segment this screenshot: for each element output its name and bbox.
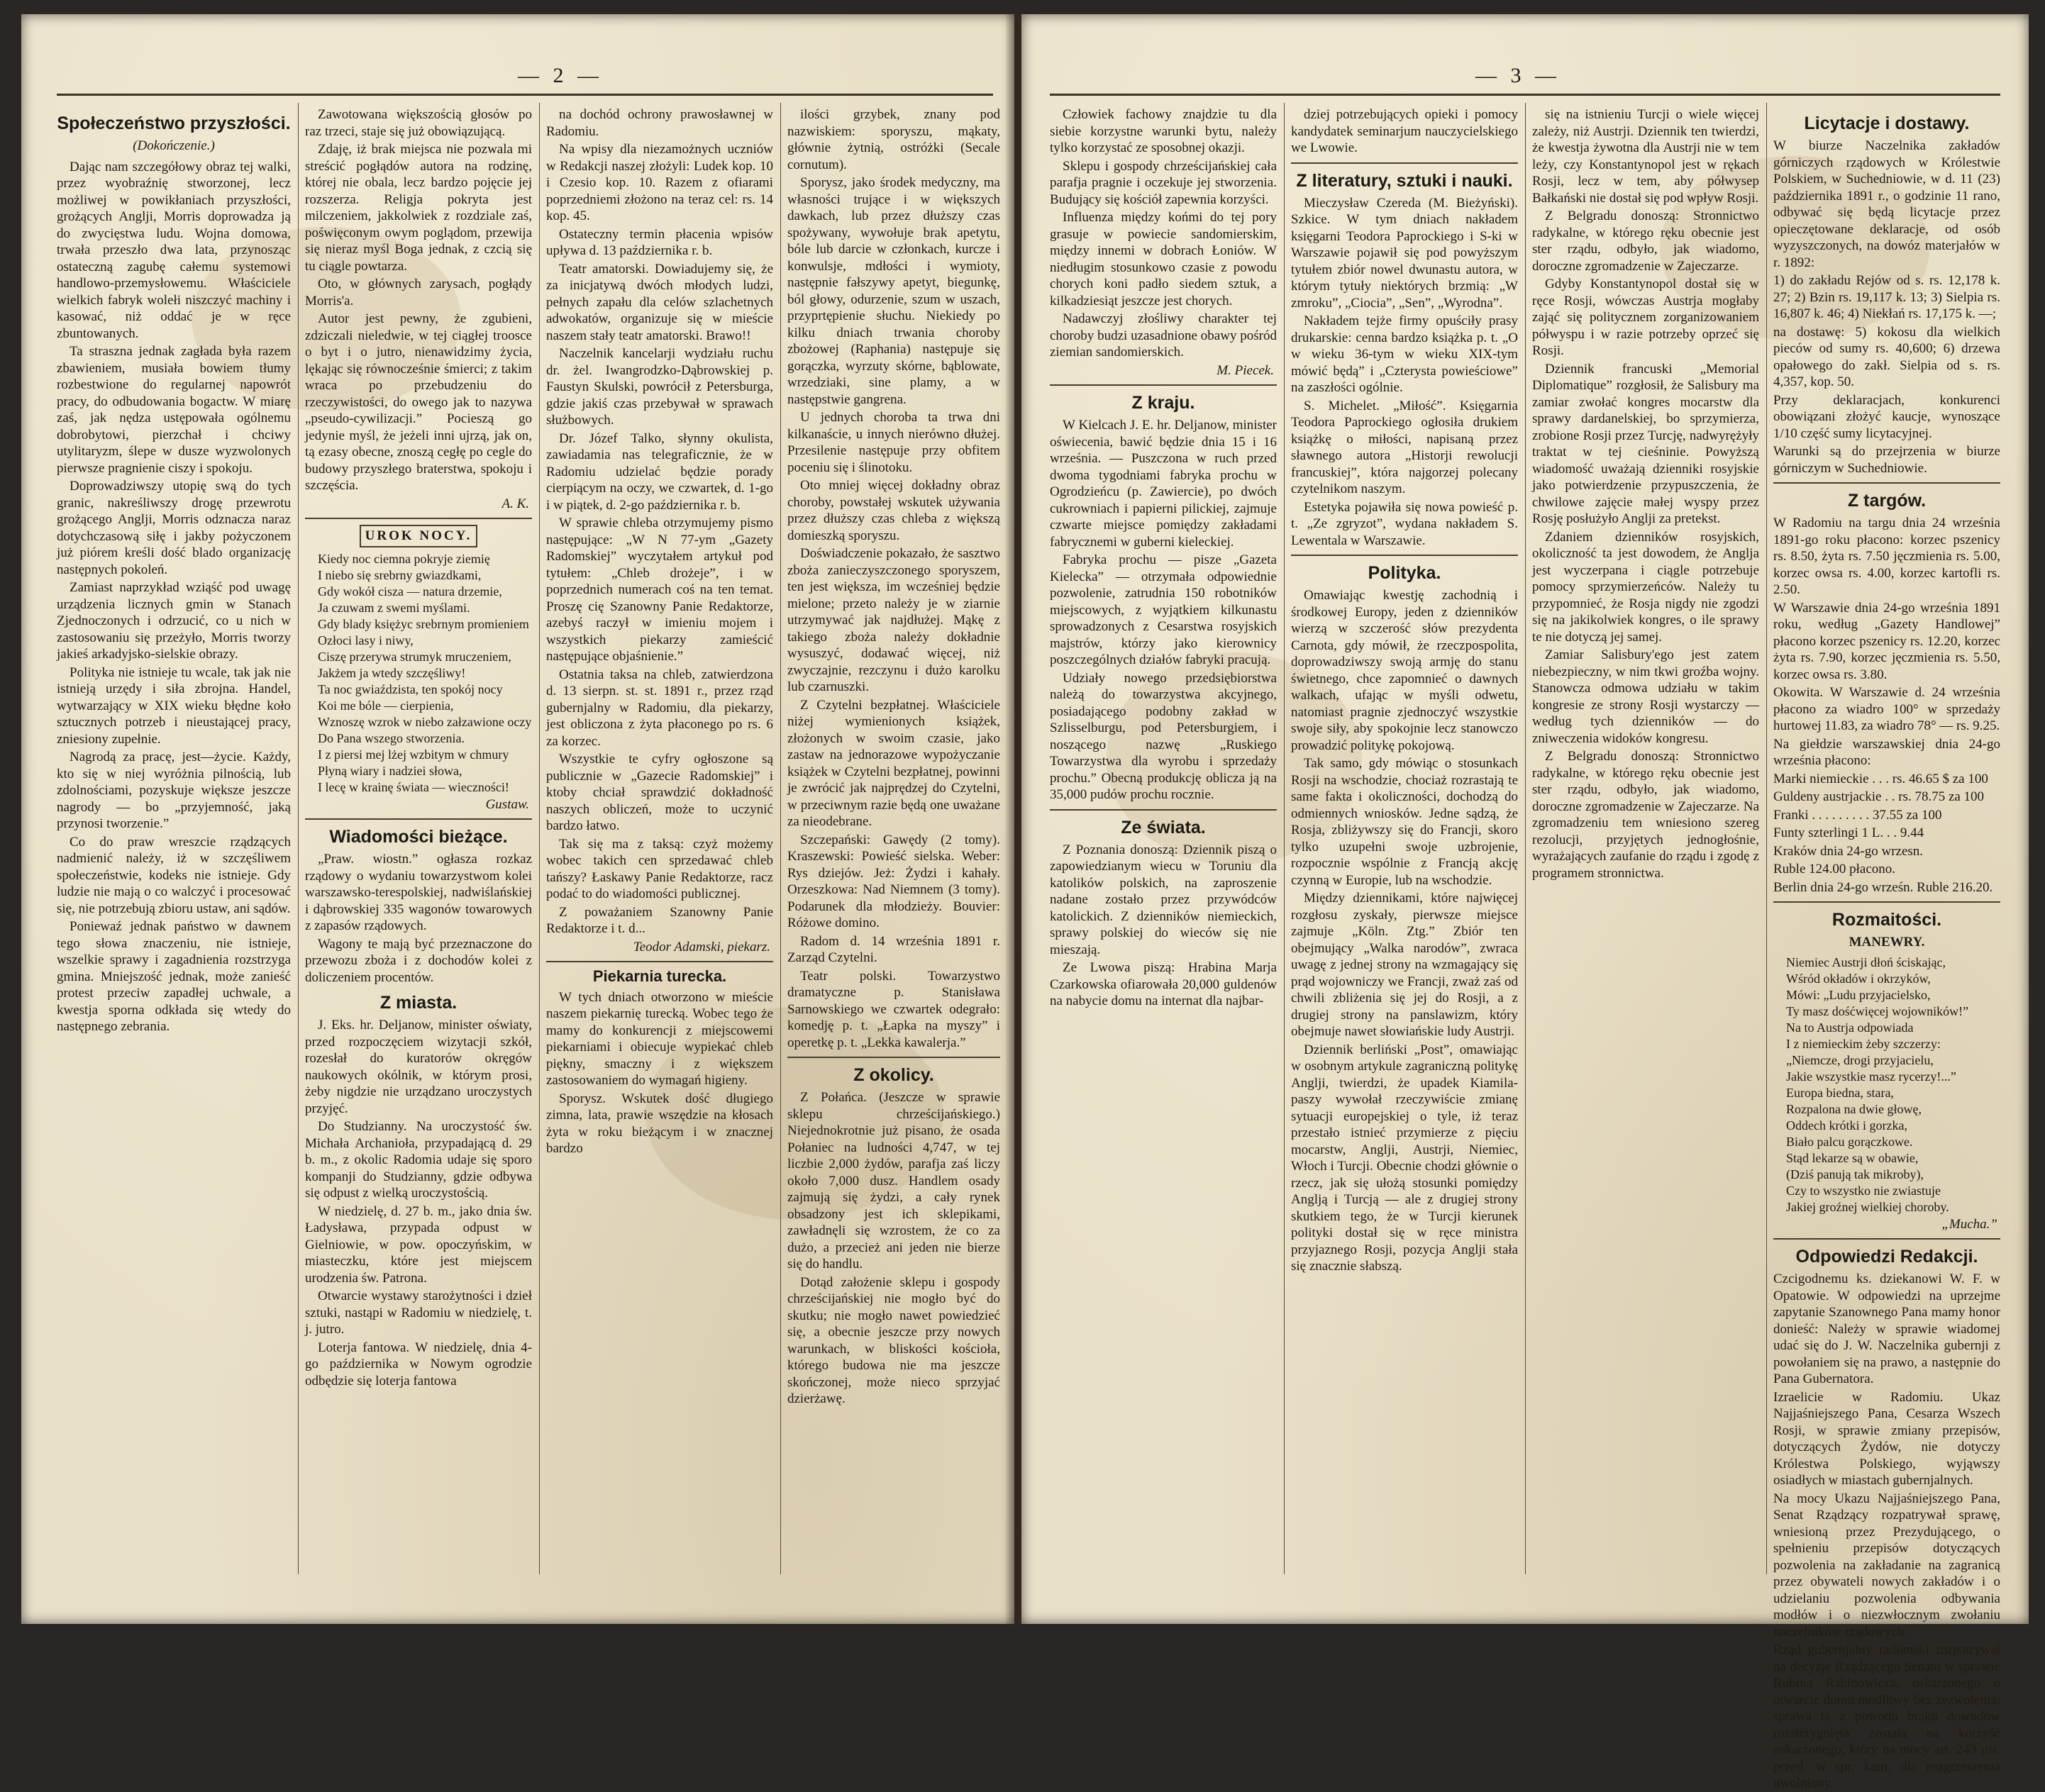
poem-line: Mówi: „Ludu przyjacielsko, [1786, 987, 1931, 1002]
paragraph: Ostateczny termin płacenia wpisów upływa d. 13 października r. b. [546, 226, 773, 258]
paragraph: Na mocy Ukazu Najjaśniejszego Pana, Senat Rządzący rozpatrywał sprawę, wniesioną przez Prezydującego, o spełnieniu przepisów dotyczących pozwolenia na zakładanie na zagranicą przez obywateli nowych zakładów i o udzielaniu pozwolenia odbywania modłów i o niezwłocznym zwołaniu naczelników rządowych. [1773, 1491, 2000, 1640]
poem-line: I lecę w krainę świata — wieczności! [318, 779, 509, 794]
page-number: — 2 — [518, 64, 603, 87]
section-title: Polityka. [1368, 563, 1441, 583]
paragraph: Co do praw wreszcie rządzących nadmienić należy, iż w szczęśliwem społeczeństwie, kodeks nie istnieje. Gdy ludzie nie mają o co walczyć i procesować się, nie potrzebują zbioru ustaw, ani sądów. [57, 834, 291, 916]
poem-line: Jakżem ja wtedy szczęśliwy! [318, 665, 466, 680]
poem-line: Biało palcu gorączkowe. [1786, 1134, 1913, 1149]
article-subtitle: (Dokończenie.) [133, 138, 215, 153]
price-row: Ruble 124.00 płacono. [1773, 862, 1896, 876]
section-title: Wiadomości bieżące. [329, 827, 508, 847]
divider [787, 1057, 1000, 1058]
article-signature: A. K. [501, 496, 529, 511]
column-rule [539, 103, 540, 1574]
paragraph: 1) do zakładu Rejów od s. rs. 12,178 k. 27; 2) Bzin rs. 19,117 k. 13; 3) Sielpia rs. 16,807 k. 46; 4) Niekłań rs. 17,175 k. —; [1773, 273, 2000, 321]
column-rule [1525, 103, 1526, 1574]
poem-line: Niemiec Austrji dłoń ściskając, [1786, 955, 1946, 969]
paragraph: Dotąd założenie sklepu i gospody chrześcijańskiej nie mogło być do skutku; nie mogło nawet powiedzieć się, a obecnie jeszcze przy nowych warunkach, w bliskości kościoła, którego budowa nie ma jeszcze skończonej, może nieco sprzyjać dzierżawę. [787, 1274, 1000, 1406]
column-4 [1773, 106, 2000, 1791]
paragraph: W sprawie chleba otrzymujemy pismo następujące: „W N 77-ym „Gazety Radomskiej” wyczytałem artykuł pod tytułem: „Chleb drożeje”, i w poprzednich numerach coś na ten temat. Proszę cię Szanowny Panie Redaktorze, azebyś raczył w imieniu mojem i wszystkich piekarzy zamieścić następujące objaśnienie.” [546, 516, 773, 664]
section-title: Z targów. [1847, 491, 1927, 511]
section-title: Z literatury, sztuki i nauki. [1296, 170, 1513, 191]
column-3 [1532, 106, 1759, 1581]
divider [1291, 555, 1518, 556]
poem-line: „Niemcze, drogi przyjacielu, [1786, 1052, 1934, 1067]
paragraph: Teatr amatorski. Dowiadujemy się, że za inicjatywą dwóch młodych ludzi, pełnych zapału dla celów szlachetnych adwokatów, organizuje się w mieście naszem stały teatr amatorski. Brawo!! [546, 261, 773, 343]
poem-line: Czy to wszystko nie zwiastuje [1786, 1183, 1941, 1198]
paragraph: „Praw. wiostn.” ogłasza rozkaz rządowy o wydaniu towarzystwom kolei warszawsko-terespolskiej, nadwiślańskiej i dąbrowskiej 335 wagonów towarowych z zapasów rządowych. [305, 852, 532, 933]
poem-line: Oddech krótki i gorzka, [1786, 1118, 1907, 1132]
paragraph: Warunki są do przejrzenia w biurze górniczym w Suchedniowie. [1773, 444, 2000, 476]
poem-line: Rozpalona na dwie głowę, [1786, 1101, 1922, 1116]
left-page [21, 14, 1014, 1624]
paragraph: Naczelnik kancelarji wydziału ruchu dr. żel. Iwangrodzko-Dąbrowskiej p. Faustyn Skulski, powrócił z Petersburga, gdzie jakiś czas przebywał w sprawach służbowych. [546, 346, 773, 428]
column-rule [298, 103, 299, 1574]
paragraph: Sklepu i gospody chrześcijańskiej cała parafja pragnie i oczekuje jej stworzenia. Budujący się kościół zapewnia korzyści. [1050, 158, 1277, 207]
paragraph: Estetyka pojawiła się nowa powieść p. t. „Ze zgryzot”, wydana nakładem S. Lewentala w Warszawie. [1291, 499, 1518, 548]
paragraph: się na istnieniu Turcji o wiele więcej zależy, niż Austrji. Dziennik ten twierdzi, że kwestja żywotna dla Austrji nie w tem leży, czy Konstantynopol jest w rękach Rosji, lecz w tem, aby półwysep Bałkański nie dostał się pod wpływ Rosji. [1532, 107, 1759, 206]
poem-line: Ty masz dośćwięcej wojowników!” [1786, 1003, 1969, 1018]
poem-line: Ciszę przerywa strumyk mruczeniem, [318, 649, 511, 664]
section-title: Rozmaitości. [1831, 910, 1942, 930]
poem-line: Wznoszę wzrok w niebo załzawione oczy [318, 714, 532, 729]
price-row: Marki niemieckie . . . rs. 46.65 $ za 100 [1773, 771, 1988, 786]
paragraph: Zdaję, iż brak miejsca nie pozwala mi streścić pogłądów autora na rodzinę, której nie obala, lecz bardzo pojęcie jej rozszerza. Religja pokryta jest milczeniem, jakkolwiek z rozdziale zaś, poświęconym owym poglądom, przewija się nieraz myśl Boga jednak, z czcią się tu ciągle powtarza. [305, 142, 532, 274]
divider [1291, 162, 1518, 164]
poem-line: I z niemieckim żeby szczerzy: [1786, 1036, 1941, 1051]
paragraph: Z Belgradu donoszą: Stronnictwo radykalne, w którego ręku obecnie jest ster rządu, odbyło, jak wiadomo, doroczne zgromadzenie w Zajeczarze. [1532, 208, 1759, 274]
paragraph: Nagrodą za pracę, jest—życie. Każdy, kto się w niej wyróżnia pilnością, lub zdolnościami, pozyskuje większe jeszcze nagrody — bo „przyjemność, jaką przynosi tworzenie.” [57, 750, 291, 831]
poem-signature: „Mucha.” [1941, 1216, 1997, 1232]
poem-line: Stąd lekarze są w obawie, [1786, 1150, 1919, 1165]
divider [1773, 482, 2000, 484]
poem-title: UROK NOCY. [360, 525, 478, 547]
paragraph: Sporysz, jako środek medyczny, ma własności trujące i w większych dawkach, lub przez dłuższy czas spożywany, wywołuje brak apetytu, bóle lub darcie w członkach, kurcze i konwulsje, mdłości i wymioty, następnie fałszywy apetyt, biegunkę, ból głowy, odurzenie, szum w uszach, przyprtępienie słuchu. Niekiedy po kilku dniach trwania choroby zbożowej (Raphania) następuje się gorączka, wyrzuty skórne, bąblowate, wrzedziaki, sine plamy, a w następstwie gangrena. [787, 175, 1000, 407]
section-title: Z okolicy. [853, 1065, 934, 1085]
paragraph: Ze Lwowa piszą: Hrabina Marja Czarkowska ofiarowała 20,000 guldenów na nabycie domu na internat dla najbar- [1050, 960, 1277, 1008]
poem-line: Ja czuwam z swemi myślami. [318, 600, 470, 615]
section-title: Odpowiedzi Redakcji. [1795, 1247, 1978, 1267]
paragraph: Między dziennikami, które najwięcej rozgłosu zyskały, pierwsze miejsce zajmuje „Köln. Ztg.” Zbiór ten obejmujący „Walka narodów”, zwraca uwagę z jednej strony na wzmagający się prąd wojowniczy we Francji, zważ zaś od chwili zbliżenia się jej do Rosji, a z drugiej strony na panslawizm, który obejmuje nawet słowiańskie ludy Austrji. [1291, 891, 1518, 1039]
paragraph: Polityka nie istnieje tu wcale, tak jak nie istnieją urzędy i siła zbrojna. Handel, wytwarzający w XIX wieku błędne koło sztucznych potrzeb i nieustającej pracy, zniesiony zupełnie. [57, 664, 291, 747]
column-2 [1291, 106, 1518, 1581]
divider [546, 961, 773, 962]
paragraph: dziej potrzebujących opieki i pomocy kandydatek seminarjum nauczycielskiego we Lwowie. [1291, 107, 1518, 155]
paragraph: Zamiast naprzykład wziąść pod uwagę urządzenia licznych gmin w Stanach Zjednoczonych i odrzucić, co u nich w zastosowaniu się przeżyło, Morris tworzy jakieś arkadyjsko-sielskie obrazy. [57, 580, 291, 662]
paragraph: W Radomiu na targu dnia 24 września 1891-go roku płacono: korzec pszenicy rs. 8.50, żyta rs. 7.50 jęczmienia rs. 5.00, korzec owsa rs. 4.00, korzec kartofli rs. 2.50. [1773, 516, 2000, 597]
paragraph: Izraelicie w Radomiu. Ukaz Najjaśniejszego Pana, Cesarza Wszech Rosji, w sprawie zmiany przepisów, dotyczących Żydów, nie dotyczy Królestwa Polskiego, wyjąwszy osiadłych w miastach gubernjalnych. [1773, 1389, 2000, 1488]
paragraph: Zamiar Salisbury'ego jest zatem niebezpieczny, w nim tkwi groźba wojny. Stanowcza odmowa udziału w takim kongresie ze strony Rosji wystarczy — według tych dzienników — do zniweczenia widoków kongresu. [1532, 647, 1759, 746]
header-rule [1050, 94, 2000, 96]
paragraph: Tak się ma z taksą: czyż możemy wobec takich cen sprzedawać chleb tańszy? Łaskawy Panie Redaktorze, racz podać to do wiadomości publicznej. [546, 836, 773, 901]
paragraph: W biurze Naczelnika zakładów górniczych rządowych w Królestwie Polskiem, w Suchedniowie, w d. 11 (23) października 1891 r., o godzinie 11 rano, odbywać się będą licytacje przez opieczętowane deklaracje, od osób wyzyszczonych, na dowóz materjałów w r. 1892: [1773, 138, 2000, 270]
paragraph: Ta straszna jednak zagłada była razem zbawieniem, musiała bowiem tłumy rozbestwione do regularnej napowrót pracy, do odbudowania bogactw. W miarę zaś, jak nędza ustępowała ogólnemu dobrobytowi, pierzchał i chciwy utylitaryzm, ślepe w dusze wyzwolonych pierwsze pragnienie ciszy i spokoju. [57, 344, 291, 476]
section-title: Piekarnia turecka. [592, 967, 727, 985]
column-rule [780, 103, 781, 1574]
paragraph: S. Michelet. „Miłość”. Księgarnia Teodora Paprockiego ogłosiła drukiem książkę o miłości, napisaną przez sławnego autora „Historji rewolucji francuskiej”, która najgorzej polecany czytelnikom naszym. [1291, 398, 1518, 496]
paragraph: Teatr polski. Towarzystwo dramatyczne p. Stanisława Sarnowskiego we czwartek odegrało: komedję p. t. „Łapka na myszy” i operetkę p. t. „Lekka kawalerja.” [787, 968, 1000, 1050]
paragraph: Do Studzianny. Na uroczystość św. Michała Archanioła, przypadającą d. 29 b. m., z okolic Radomia udaje się sporo kompanji do Studzianny, gdzie odbywa się odpust z wielką uroczystością. [305, 1119, 532, 1201]
paragraph: Dziennik francuski „Memorial Diplomatique” rozgłosił, że Salisbury ma zamiar zwołać kongres mocarstw dla sprawy dardanelskiej, bo sprzymierza, zrobione Rosji przez Turcję, nadwyrężyły traktat w tej cieśninie. Powyższą wiadomość uważają dzienniki rosyjskie jako potwierdzenie przypuszczenia, że chwilowe zajęcie małej wyspy przez Rosję posłużyło Anglji za pretekst. [1532, 361, 1759, 526]
poem-line: Wśród okładów i okrzyków, [1786, 971, 1931, 986]
price-row: Funty szterlingi 1 L. . . 9.44 [1773, 825, 1924, 840]
paragraph: J. Eks. hr. Deljanow, minister oświaty, przed rozpoczęciem wizytacji szkół, rozesłał do kuratorów okręgów naukowych okólnik, w którym prosi, żeby nigdzie nie urządzano uroczystych przyjęć. [305, 1018, 532, 1116]
paragraph: Z Poznania donoszą: Dziennik piszą o zapowiedzianym wiecu w Toruniu dla katolików polskich, na zaproszenie nadane zostało przez przywódców katolickich. Z dzienników niemieckich, sprawy polskiej do wieców się nie mieszają. [1050, 842, 1277, 957]
right-page [1021, 14, 2029, 1791]
header-rule [57, 94, 993, 96]
poem-line: I niebo się srebrny gwiazdkami, [318, 567, 482, 582]
paragraph: Udziały nowego przedsiębiorstwa należą do towarzystwa akcyjnego, posiadającego podobny zakład w Szlisselburgu, pod Petersburgiem, i noszącego nazwę „Ruskiego Towarzystwa dla wyrobu i sprzedaży prochu.” Obecną produkcję oblicza ją na 35,000 pudów prochu rocznie. [1050, 670, 1277, 802]
paragraph: Na giełdzie warszawskiej dnia 24-go września płacono: [1773, 736, 2000, 768]
poem-line: I z piersi mej lżej wzbitym w chmury [318, 747, 509, 762]
poem-title: MANEWRY. [1849, 935, 1925, 950]
paragraph: Przy deklaracjach, konkurenci obowiązani złożyć kaucje, wynoszące 1/10 część sumy licytacyjnej. [1773, 392, 2000, 441]
column-rule [1284, 103, 1285, 1574]
poem-title-wrap [305, 525, 532, 547]
poem-line: Płyną wiary i nadziei słowa, [318, 763, 462, 778]
paragraph: Z poważaniem Szanowny Panie Redaktorze i t. d... [546, 904, 773, 936]
page-number: — 3 — [1475, 64, 1561, 87]
section-title: Z miasta. [379, 993, 458, 1013]
article-title: Społeczeństwo przyszłości. [57, 113, 291, 133]
article-signature: M. Piecek. [1217, 362, 1274, 378]
column-1 [57, 106, 291, 1581]
divider [1773, 901, 2000, 903]
paragraph: Loterja fantowa. W niedzielę, dnia 4-go października w Nowym ogrodzie odbędzie się loterja fantowa [305, 1340, 532, 1388]
section-title: Licytacje i dostawy. [1804, 113, 1970, 133]
column-4 [787, 106, 1000, 1581]
paragraph: W Warszawie dnia 24-go września 1891 roku, według „Gazety Handlowej” płacono korzec pszenicy rs. 12.20, korzec żyta rs. 7.90, korzec jęczmienia rs. 5.50, korzec owsa rs. 3.80. [1773, 600, 2000, 682]
paragraph: Omawiając kwestję zachodnią i środkowej Europy, jeden z dzienników wierzą w szczerość słów prezydenta Carnota, gdy mówił, że rzeczpospolita, doprowadziwszy swoją armję do stanu świetnego, chce zapomnieć o dawnych walkach, ufając w myśli odwetu, natomiast pragnie zjednoczyć wszystkie swoje siły, aby spokojnie lecz stanowczo prowadzić politykę pokojową. [1291, 588, 1518, 753]
poem-line: (Dziś panują tak mikroby), [1786, 1167, 1924, 1181]
paragraph: Fabryka prochu — pisze „Gazeta Kielecka” — otrzymała odpowiednie pozwolenie, zatrudnia 150 robotników miejscowych, z wyjątkiem kilkunastu sprowadzonych z Cesarstwa rosyjskich majstrów, którzy jako kierownicy poszczególnych działów fabryki pracują. [1050, 552, 1277, 667]
section-title: Z kraju. [1131, 393, 1195, 413]
poem-line: Na to Austrja odpowiada [1786, 1020, 1914, 1035]
paragraph: Na wpisy dla niezamożnych uczniów w Redakcji naszej złożyli: Ludek kop. 10 i Czesio kop. 10. Razem z ofiarami poprzedniemi złożono na teraz cel: rs. 14 kop. 45. [546, 142, 773, 223]
paragraph: Rząd gubernjalny radomski rozpatrywał na decyzje Rządzącego Senatu w sprawie Rubina Rabinowicza, oskarżonego o otwarcie domu modlitwy bez zezwolenia; sprawa ta z powodu braku dowodów rozstrzygnięta została na korzyść oskarżonego, który na mocy art. 243 ust. przed. w spr. karn. dla rozgrzeszenia uwolniony. [1773, 1642, 2000, 1791]
poem-line: Do Pana wszego stworzenia. [318, 730, 465, 745]
paragraph: na dostawę: 5) kokosu dla wielkich pieców od sumy rs. 40,600; 6) drzewa opałowego do zakł. Sielpia od s. rs. 4,357, kop. 50. [1773, 324, 2000, 389]
column-2 [305, 106, 532, 1581]
poem-line: Jakiej groźnej wielkiej choroby. [1786, 1199, 1949, 1214]
paragraph: Radom d. 14 września 1891 r. Zarząd Czytelni. [787, 933, 1000, 965]
paragraph: Poniewaź jednak państwo w dawnem tego słowa znaczeniu, nie istnieje, wszelkie sprawy i zagadnienia rozstrzyga gmina. Mniejszość jednak, może zanieść protest przeciw zapadłej uchwale, a kwestja sporna odkłada się wtedy do następnego zebrania. [57, 919, 291, 1034]
paragraph: Nakładem tejże firmy opuściły prasy drukarskie: cenna bardzo książka p. t. „O w wieku 36-tym w wieku XIX-tym mówić będą” i „Czterysta powieściowe” na zaszłości ogólnie. [1291, 313, 1518, 395]
paragraph: W tych dniach otworzono w mieście naszem piekarnię turecką. Wobec tego że mamy do konkurencji z miejscowemi piekarniami i obiecuje wypiekać chleb piękny, smaczny i z większem zastosowaniem do wymagań higieny. [546, 989, 773, 1088]
paragraph: Wszystkie te cyfry ogłoszone są publicznie w „Gazecie Radomskiej” i ktoby chciał sprawdzić dokładność naszych obliczeń, może to uczynić bardzo łatwo. [546, 752, 773, 833]
paragraph: Sporysz. Wskutek dość długiego zimna, lata, prawie wszędzie na kłosach żyta w roku bieżącym i w znacznej bardzo [546, 1091, 773, 1156]
paragraph: na dochód ochrony prawosławnej w Radomiu. [546, 107, 773, 139]
paragraph: W Kielcach J. E. hr. Deljanow, minister oświecenia, bawić będzie dnia 15 i 16 września. — Puszczona w ruch przed dwoma tygodniami fabryka prochu w Ogrodzieńcu (p. Zawiercie), po dwóch cukrowniach i papierni pilickiej, zajmuje czwarte miejsce pomiędzy zakładami fabrycznemi w guberni kieleckiej. [1050, 418, 1277, 550]
paragraph: Zawotowana większością głosów po raz trzeci, staje się już obowiązującą. [305, 107, 532, 139]
paragraph: Zdaniem dzienników rosyjskich, okoliczność ta jest dowodem, że Anglja jest wyczerpana i ciągle potrzebuje pomocy sprzymierzeńców. Należy tu przypomnieć, że Rosja nigdy nie zgodzi się na jakikolwiek kongres, o ile sprawy te nie dotyczą jej samej. [1532, 529, 1759, 645]
paragraph: Z Belgradu donoszą: Stronnictwo radykalne, w którego ręku obecnie jest ster rządu, odbyło, jak wiadomo, doroczne zgromadzenie w Zajeczarze. Na zgromadzeniu tem wniesiono szereg rezolucji, przyjętych jednogłośnie, wyrażających zaufanie do rządu i zgodę z programem stronnictwa. [1532, 749, 1759, 881]
paragraph: Nadawczyj złośliwy charakter tej choroby budzi uzasadnione obawy pośród ziemian sandomierskich. [1050, 311, 1277, 360]
paragraph: W niedzielę, d. 27 b. m., jako dnia św. Ładysława, przypada odpust w Gielniowie, w pow. opoczyńskim, w miasteczku, które jest miejscem urodzenia św. Patrona. [305, 1203, 532, 1286]
divider [1773, 1238, 2000, 1240]
column-3 [546, 106, 773, 1581]
paragraph: Gdyby Konstantynopol dostał się w ręce Rosji, wówczas Austrja mogłaby zająć się politycznem zorganizowaniem półwyspu i w razie potrzeby oprzeć się Rosji. [1532, 277, 1759, 358]
poem-line: Ozłoci lasy i niwy, [318, 633, 414, 647]
paragraph: Oto mniej więcej dokładny obraz choroby, powstałej wskutek używania przez dłuższy czas chleba z większą domieszką sporyszu. [787, 478, 1000, 543]
paragraph: Tak samo, gdy mówiąc o stosunkach Rosji na wschodzie, chociaż rozrastają te same fakta i okoliczności, dochodzą do odmiennych wniosków. Jedne sądzą, że Rosja, zbliżywszy się do Francji, skoro tylko uzupełni swoje uzbrojenie, rozpocznie wspólnie z Francją akcję czynną w Europie, lub na wschodzie. [1291, 756, 1518, 888]
divider [1050, 809, 1277, 811]
paragraph: Mieczysław Czereda (M. Bieżyński). Szkice. W tym dniach nakładem księgarni Teodora Paprockiego i S-ki w Warszawie pojawił się pod powyższym tytułem zbiór nowel dwunastu autora, w którym tytuły niektórych brzmią: „W zmroku”, „Ciocia”, „Sen”, „Wyrodna”. [1291, 195, 1518, 311]
paragraph: Oto, w głównych zarysach, pogłądy Morris'a. [305, 277, 532, 308]
paragraph: ilości grzybek, znany pod nazwiskiem: sporyszu, mąkaty, głównie żytnią, ostróżki (Secale cornutum). [787, 107, 1000, 172]
divider [305, 518, 532, 519]
paragraph: Czcigodnemu ks. dziekanowi W. F. w Opatowie. W odpowiedzi na uprzejme zapytanie Szanownego Pana mamy honor donieść: Należy w sprawie wiadomej udać się do J. W. Naczelnika gubernji z powołaniem się na prawo, a następnie do Pana Gubernatora. [1773, 1271, 2000, 1386]
poem-line: Kiedy noc ciemna pokryje ziemię [318, 551, 490, 566]
price-row: Franki . . . . . . . . . 37.55 za 100 [1773, 807, 1942, 823]
poem-line: Ta noc gwiaździsta, ten spokój nocy [318, 681, 503, 696]
paragraph: Ostatnia taksa na chleb, zatwierdzona d. 13 sierpn. st. st. 1891 r., przez rząd gubernjalny w Radomiu, dla piekarzy, jest obliczona z żyta płaconego po rs. 6 za korzec. [546, 667, 773, 749]
poem-line: Koi me bóle — cierpienia, [318, 698, 454, 713]
poem-line: Jakie wszystkie masz rycerzy!...” [1786, 1069, 1956, 1084]
column-1 [1050, 106, 1277, 1581]
section-title: Ze świata. [1121, 817, 1206, 837]
price-row: Guldeny austrjackie . . rs. 78.75 za 100 [1773, 789, 1985, 804]
poem-line: Europa biedna, stara, [1786, 1085, 1894, 1100]
paragraph: Dając nam szczegółowy obraz tej walki, przez wyobraźnię stworzonej, lecz możliwej w powikłaniach przyszłości, grożących Anglji, Morris doprowadza ją do zwycięstwa ludu. Wojna domowa, trwała przeszło dwa lata, przynosząc ostateczną zagubę całemu systemowi handlowo-przemysłowemu. Właściciele wielkich fabryk wolełi niszczyć machiny i kasować, niż oddać je w ręce zbuntowanych. [57, 159, 291, 341]
paragraph: Doświadczenie pokazało, że sasztwo zboża zanieczyszczonego sporyszem, ten jest większa, im wcześniej będzie mielone; przeto należy je w ziarnie utrzymywać jak najdłużej. Mąkę z takiego zboża należy dokładnie wysuszyć, dodawać więcej, niż zwyczajnie, rezczynu i dużo karolku lub czarnuszki. [787, 546, 1000, 694]
price-row: Kraków dnia 24-go wrzesn. [1773, 843, 1924, 859]
letter-signature: Teodor Adamski, piekarz. [633, 939, 770, 955]
paragraph: Wagony te mają być przeznaczone do przewozu zboża i z dochodów kolei z doliczeniem procentów. [305, 936, 532, 985]
paragraph: Dr. Józef Talko, słynny okulista, zawiadamia nas telegraficznie, że w Radomiu udzielać będzie porady cierpiącym na oczy, we czwartek, d. 1-go i w piątek, d. 2-go października r. b. [546, 430, 773, 513]
paragraph: Człowiek fachowy znajdzie tu dla siebie korzystne warunki bytu, należy tylko korzystać ze sposobnej okazji. [1050, 107, 1277, 155]
paragraph: Okowita. W Warszawie d. 24 września płacono za wiadro 100° w sprzedaży hurtowej 11.83, za wiadro 78° — rs. 9.25. [1773, 685, 2000, 733]
paragraph: Otwarcie wystawy starożytności i dzieł sztuki, nastąpi w Radomiu w niedzielę, t. j. jutro. [305, 1289, 532, 1337]
paragraph: Doprowadziwszy utopię swą do tych granic, nakreśliwszy drogę przewrotu grożącego Anglji, Morris odznacza naraz dotychczasową siłę i jakby pożyczonem już piórem kreśli dość blado organizację następnych pokoleń. [57, 479, 291, 577]
paragraph: Szczepański: Gawędy (2 tomy). Kraszewski: Powieść sielska. Weber: Rys dziejów. Jeż: Żydzi i kahały. Orzeszkowa: Nad Niemnem (3 tomy). Podarunek dla młodzieży. Bouvier: Różowe domino. [787, 832, 1000, 930]
paragraph: Influenza między końmi do tej pory grasuje w powiecie sandomierskim, między innemi w dobrach Łoniów. W niedługim stosunkowo czasie z powodu chorych koni padło siedem sztuk, a kilkadziesiąt jeszcze jest chorych. [1050, 210, 1277, 308]
poem-line: Gdy blady księżyc srebrnym promieniem [318, 616, 529, 631]
paragraph: Z Czytelni bezpłatnej. Właściciele niżej wymienionych książek, złożonych w swoim czasie, jako zastaw na jednorazowe wypożyczanie książek w Czytelni bezpłatnej, powinni je zwrócić jak najprędzej do Czytelni, w przeciwnym razie będą one uważane za nieodebrane. [787, 697, 1000, 829]
price-row: Berlin dnia 24-go wrześn. Ruble 216.20. [1773, 879, 1993, 895]
poem-signature: Gustaw. [485, 796, 529, 812]
column-rule [1766, 103, 1767, 1574]
poem-line: Gdy wokół cisza — natura drzemie, [318, 584, 502, 599]
paragraph: Autor jest pewny, że zgubieni, zdziczali nieledwie, w tej ciągłej troosce o byt i o jutro, nienawidzimy życia, lękając się równocześnie śmierci; z takim wraca po przebudzeniu do rzeczywistości, do owego jak to nazywa „pseudo-cywilizacji.” Pocieszą go jedynie myśl, że jeżeli inni ujrzą, jak on, tą ezasy obecne, znoszą cegłę po cegle do budowy przyszłego braterstwa, spokoju i szczęścia. [305, 311, 532, 493]
divider [305, 818, 532, 820]
divider [1050, 384, 1277, 386]
paragraph: U jednych choroba ta trwa dni kilkanaście, u innych nierówno dłużej. Przesilenie następuje przy obfitem poceniu się i ślinotoku. [787, 410, 1000, 475]
paragraph: Z Połańca. (Jeszcze w sprawie sklepu chrześcijańskiego.) Niejednokrotnie już pisano, że osada Połaniec na ludności 4,747, w tej liczbie 2,000 żydów, parafja zaś liczy około 7,000 dusz. Handlem osady zajmują się żydzi, a cały rynek obsadzony jest ich sklepikami, zawładnęli się wzrostem, że co za dużo, a przecież ani jeden nie bierze się do handlu. [787, 1090, 1000, 1271]
paragraph: Dziennik berliński „Post”, omawiając w osobnym artykule zagraniczną politykę Anglji, twierdzi, że upadek Kiamila-paszy wywołał rzeczywiście zmianę sytuacji europejskiej o tyle, iż teraz przestało istnieć przymierze z pięciu mocarstw, Anglji, Austrji, Niemiec, Włoch i Turcji. Obecnie chodzi głównie o rzecz, jak się ułożą stosunki pomiędzy Anglją i Turcją — ale z drugiej strony skutkiem tego, że w Turcji kierunek polityki dostał się w ręce ministra przyjaznego Rosji, pozycja Anglji stała się znacznie słabszą. [1291, 1042, 1518, 1274]
